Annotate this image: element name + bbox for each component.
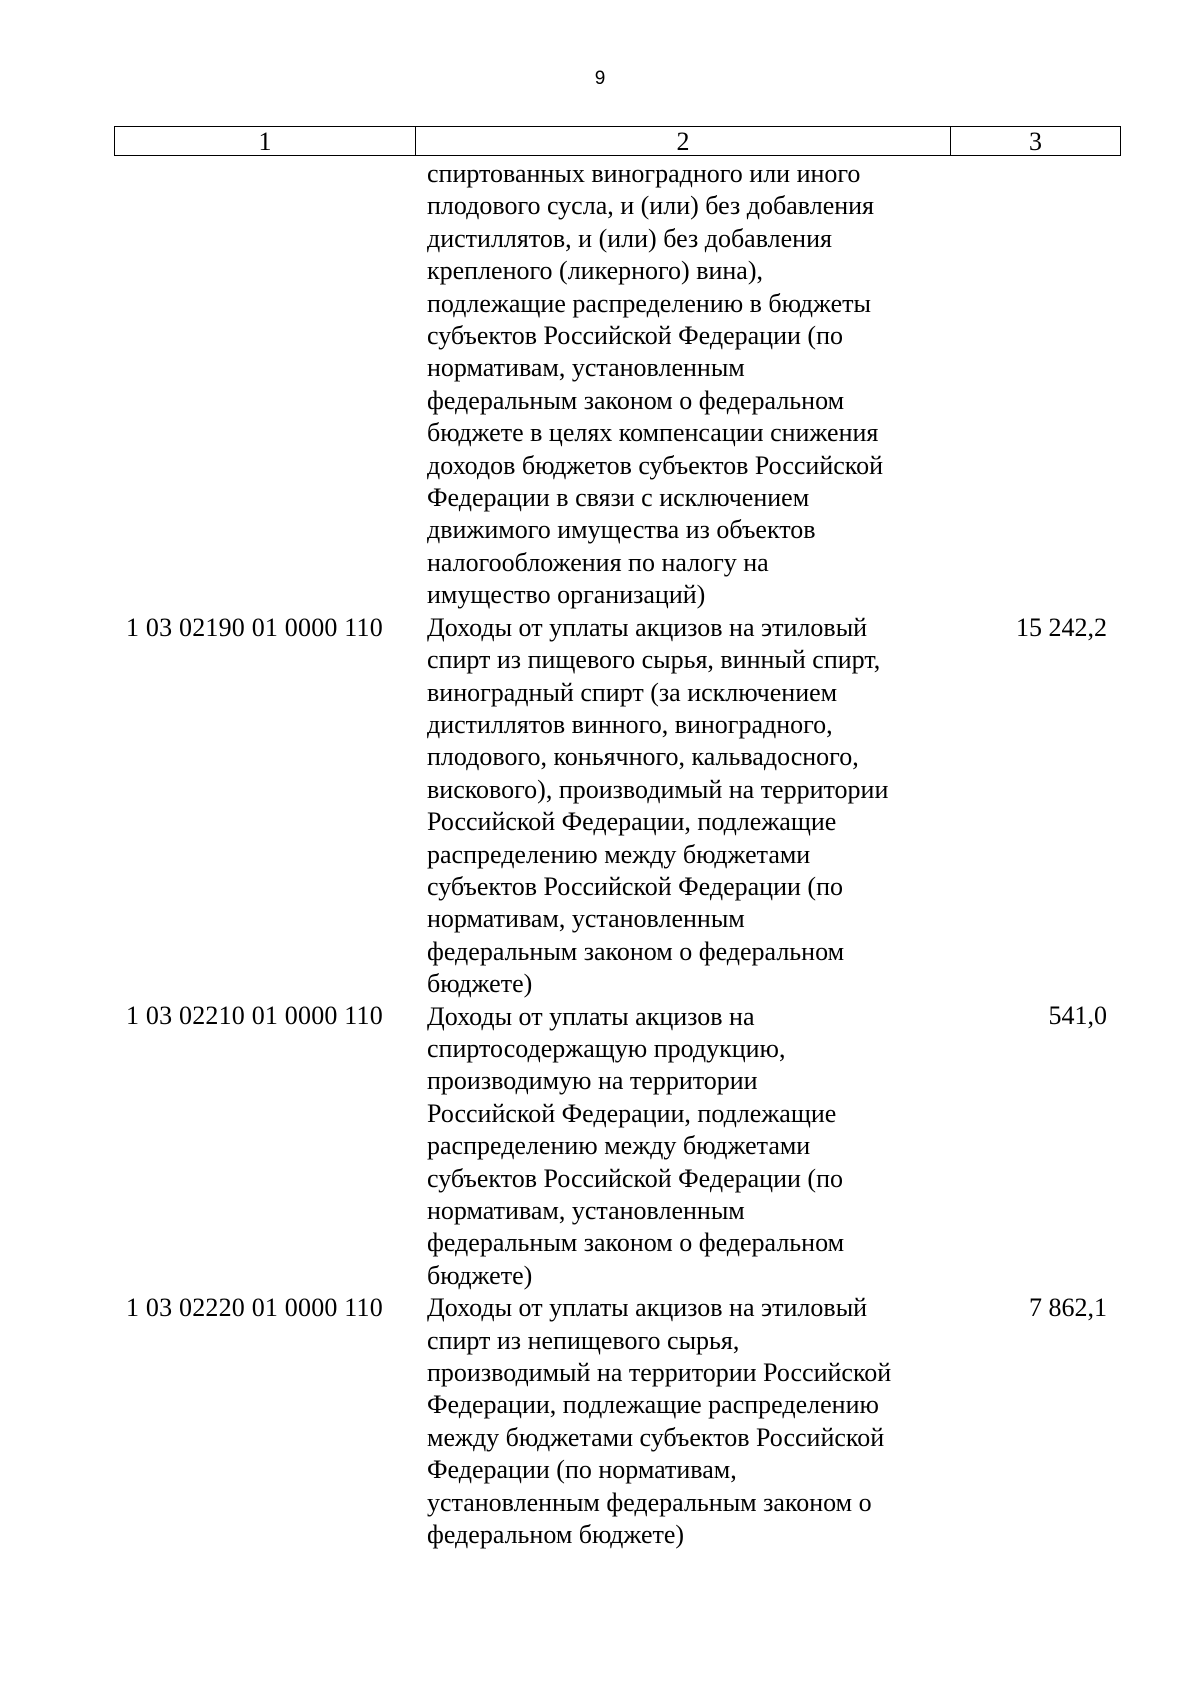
text-line: Доходы от уплаты акцизов на этиловый [427,612,868,642]
text-line: нормативам, установленным [427,1196,745,1225]
description-column [427,158,891,1551]
text-line: крепленого (ликерного) вина), [427,256,763,286]
text-line: субъектов Российской Федерации (по [427,871,843,901]
text-line: спирт из пищевого сырья, винный спирт, [427,645,881,675]
text-line: Российской Федерации, подлежащие [427,807,837,837]
text-line: дистиллятов винного, виноградного, [427,709,833,739]
continuation-text [427,158,891,612]
text-line: имущество организаций) [427,580,706,610]
text-line: федеральном бюджете) [427,1520,685,1550]
row-amount-02210: 541,0 [1048,1001,1107,1031]
text-line: федеральным законом о федеральном [427,385,845,415]
text-line: дистиллятов, и (или) без добавления [427,223,832,253]
row-code-02210: 1 03 02210 01 0000 110 [126,1001,383,1031]
text-line: налогообложения по налогу на [427,547,769,577]
text-line: спиртованных виноградного или иного [427,159,861,188]
row-amount-02190: 15 242,2 [1016,612,1107,642]
header-cell-amount: 3 [950,126,1121,156]
text-line: между бюджетами субъектов Российской [427,1422,885,1452]
text-line: субъектов Российской Федерации (по [427,1163,843,1193]
text-line: нормативам, установленным [427,904,745,934]
text-line: производимый на территории Российской [427,1358,892,1388]
row-description-02190 [427,612,891,1001]
text-line: Федерации (по нормативам, [427,1455,737,1485]
text-line: вискового), производимый на территории [427,774,889,804]
text-line: виноградный спирт (за исключением [427,677,838,707]
row-description-02220 [427,1292,891,1551]
text-line: субъектов Российской Федерации (по [427,321,843,351]
header-cell-code: 1 [114,126,415,156]
text-line: спирт из непищевого сырья, [427,1325,740,1355]
text-line: спиртосодержащую продукцию, [427,1033,786,1063]
text-line: Российской Федерации, подлежащие [427,1098,837,1128]
row-code-02190: 1 03 02190 01 0000 110 [126,612,383,642]
text-line: установленным федеральным законом о [427,1487,872,1517]
text-line: Федерации, подлежащие распределению [427,1390,879,1420]
page-number: 9 [594,68,606,89]
text-line: плодового сусла, и (или) без добавления [427,191,875,221]
text-line: бюджете) [427,1260,533,1290]
text-line: плодового, коньячного, кальвадосного, [427,742,859,772]
text-line: бюджете) [427,969,533,999]
text-line: движимого имущества из объектов [427,515,816,545]
text-line: федеральным законом о федеральном [427,936,845,966]
text-line: федеральным законом о федеральном [427,1228,845,1258]
row-description-02210 [427,1001,891,1293]
text-line: производимую на территории [427,1066,758,1096]
text-line: нормативам, установленным [427,353,745,383]
text-line: подлежащие распределению в бюджеты [427,288,871,318]
text-line: распределению между бюджетами [427,839,811,869]
text-line: бюджете в целях компенсации снижения [427,418,879,448]
text-line: Федерации в связи с исключением [427,483,810,513]
text-line: доходов бюджетов субъектов Российской [427,450,884,480]
text-line: распределению между бюджетами [427,1131,811,1161]
text-line: Доходы от уплаты акцизов на [427,1001,755,1031]
row-code-02220: 1 03 02220 01 0000 110 [126,1293,383,1322]
text-line: Доходы от уплаты акцизов на этиловый [427,1293,868,1323]
header-cell-description: 2 [415,126,950,156]
row-amount-02220: 7 862,1 [1029,1293,1107,1322]
